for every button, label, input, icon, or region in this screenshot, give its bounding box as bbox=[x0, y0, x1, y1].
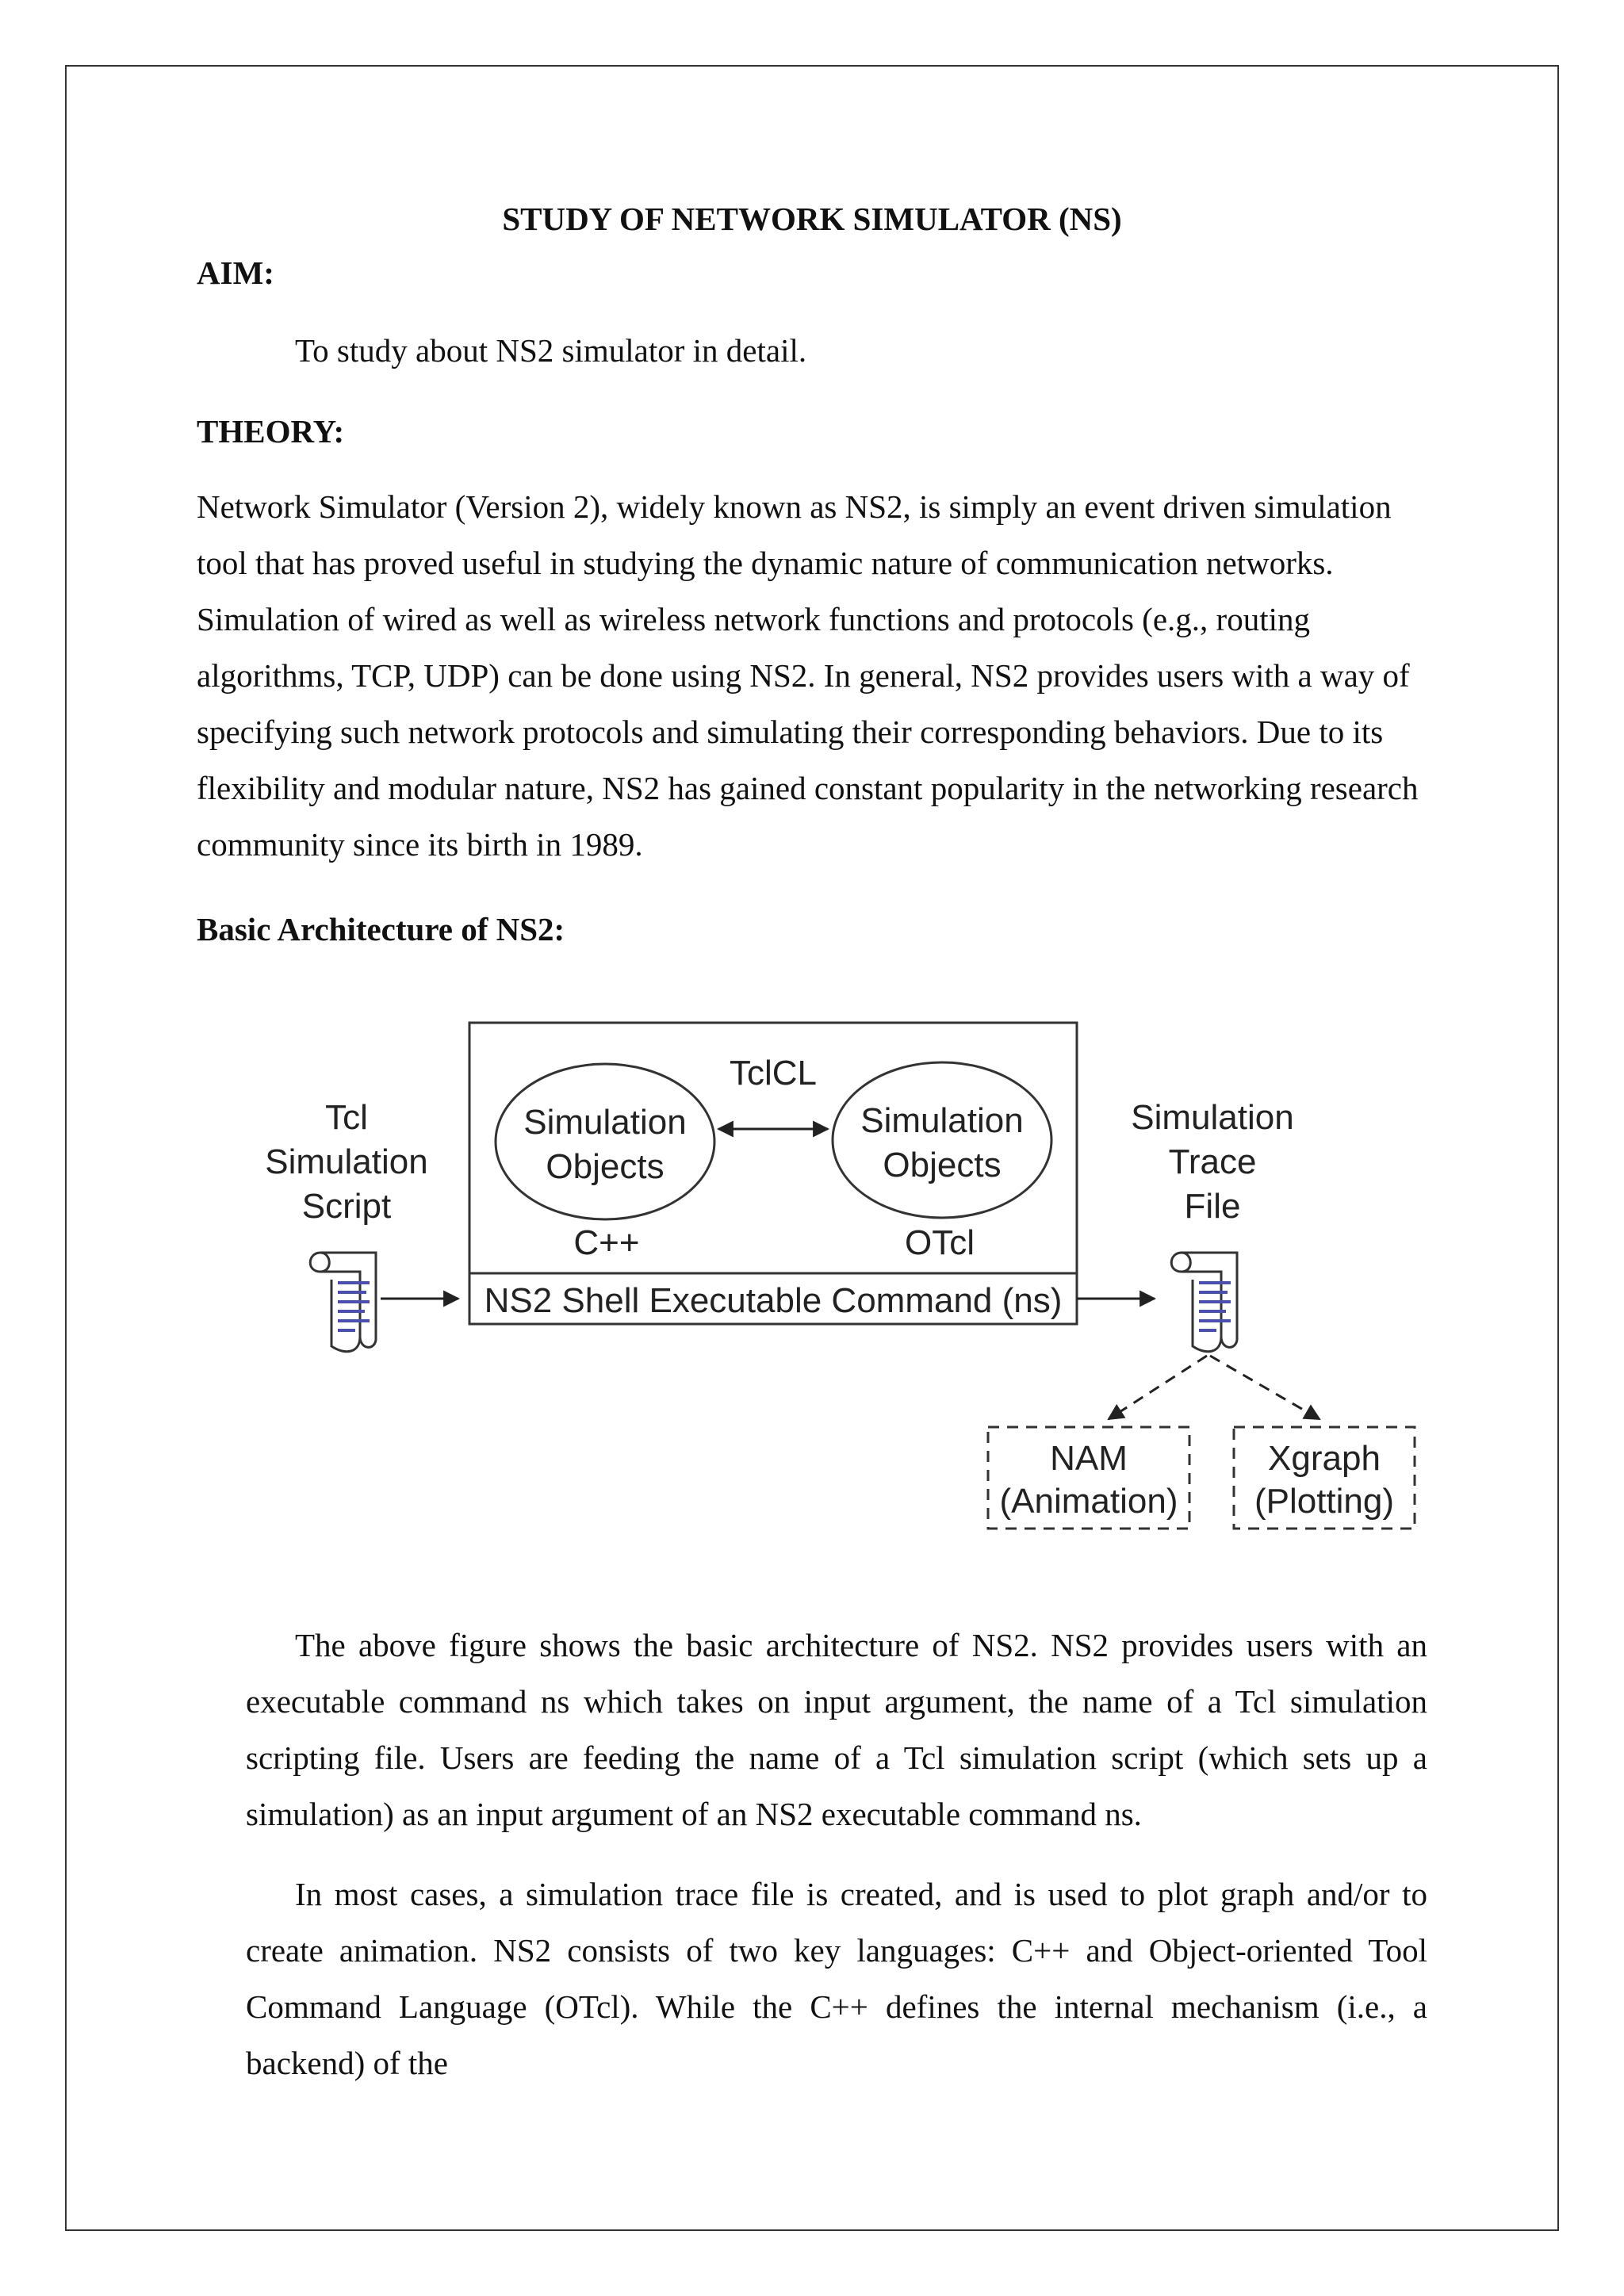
theory-heading: THEORY: bbox=[197, 413, 345, 450]
cpp-objects-line-1: Simulation bbox=[523, 1103, 687, 1142]
trace-scroll-icon bbox=[1171, 1253, 1237, 1352]
tcl-script-label-line-3: Script bbox=[301, 1187, 392, 1226]
trace-file-label-line-1: Simulation bbox=[1131, 1098, 1294, 1137]
tcl-script-label-line-2: Simulation bbox=[265, 1142, 428, 1181]
trace-file-label-line-3: File bbox=[1184, 1187, 1241, 1226]
trace-file-label-line-2: Trace bbox=[1168, 1142, 1257, 1181]
trace-to-nam-arrow bbox=[1109, 1356, 1207, 1419]
xgraph-box-line-1: Xgraph bbox=[1268, 1439, 1381, 1478]
script-scroll-icon bbox=[310, 1253, 376, 1352]
otcl-objects-line-1: Simulation bbox=[860, 1101, 1024, 1140]
architecture-heading: Basic Architecture of NS2: bbox=[197, 911, 565, 947]
shell-command-label: NS2 Shell Executable Command (ns) bbox=[484, 1281, 1063, 1320]
otcl-objects-line-2: Objects bbox=[883, 1146, 1002, 1184]
architecture-paragraph-2: In most cases, a simulation trace file is created, and is used to plot graph and/or to create animation. NS2 consists of two key languages: C++ and Object-oriented Tool Command Language (OTcl). While the C++ defines the internal mechanism (i.e., a backend) of the bbox=[246, 1876, 1427, 2081]
architecture-paragraph-1: The above figure shows the basic architecture of NS2. NS2 provides users with an executable command ns which takes on input argument, the name of a Tcl simulation scripting file. Users are feeding the name of a Tcl simulation script (which sets up a simulation) as an input argument of an NS2 executable command ns. bbox=[246, 1627, 1427, 1832]
page-title: STUDY OF NETWORK SIMULATOR (NS) bbox=[502, 201, 1122, 237]
aim-heading: AIM: bbox=[197, 254, 274, 291]
cpp-label: C++ bbox=[573, 1223, 640, 1262]
nam-box-line-1: NAM bbox=[1050, 1439, 1128, 1478]
tcl-script-label-line-1: Tcl bbox=[325, 1098, 368, 1137]
cpp-objects-ellipse bbox=[496, 1064, 714, 1219]
aim-text: To study about NS2 simulator in detail. bbox=[295, 332, 807, 369]
otcl-label: OTcl bbox=[905, 1223, 975, 1262]
ns2-architecture-diagram bbox=[238, 1001, 1443, 1556]
trace-to-xgraph-arrow bbox=[1210, 1356, 1320, 1419]
otcl-objects-ellipse bbox=[833, 1062, 1051, 1218]
xgraph-box-line-2: (Plotting) bbox=[1254, 1482, 1395, 1521]
cpp-objects-line-2: Objects bbox=[546, 1147, 665, 1186]
nam-box-line-2: (Animation) bbox=[999, 1482, 1178, 1521]
tclcl-label: TclCL bbox=[729, 1054, 818, 1093]
theory-paragraph: Network Simulator (Version 2), widely known as NS2, is simply an event driven simulation tool that has proved useful in studying the dynamic nature of communication networks. Simulation of wired as well as wireless network functions and protocols (e.g., routing algorithms, TCP, UDP) can be done using NS2. In general, NS2 provides users with a way of specifying such network protocols and simulating their corresponding behaviors. Due to its flexibility and modular nature, NS2 has gained constant popularity in the networking research community since its birth in 1989. bbox=[197, 488, 1419, 863]
